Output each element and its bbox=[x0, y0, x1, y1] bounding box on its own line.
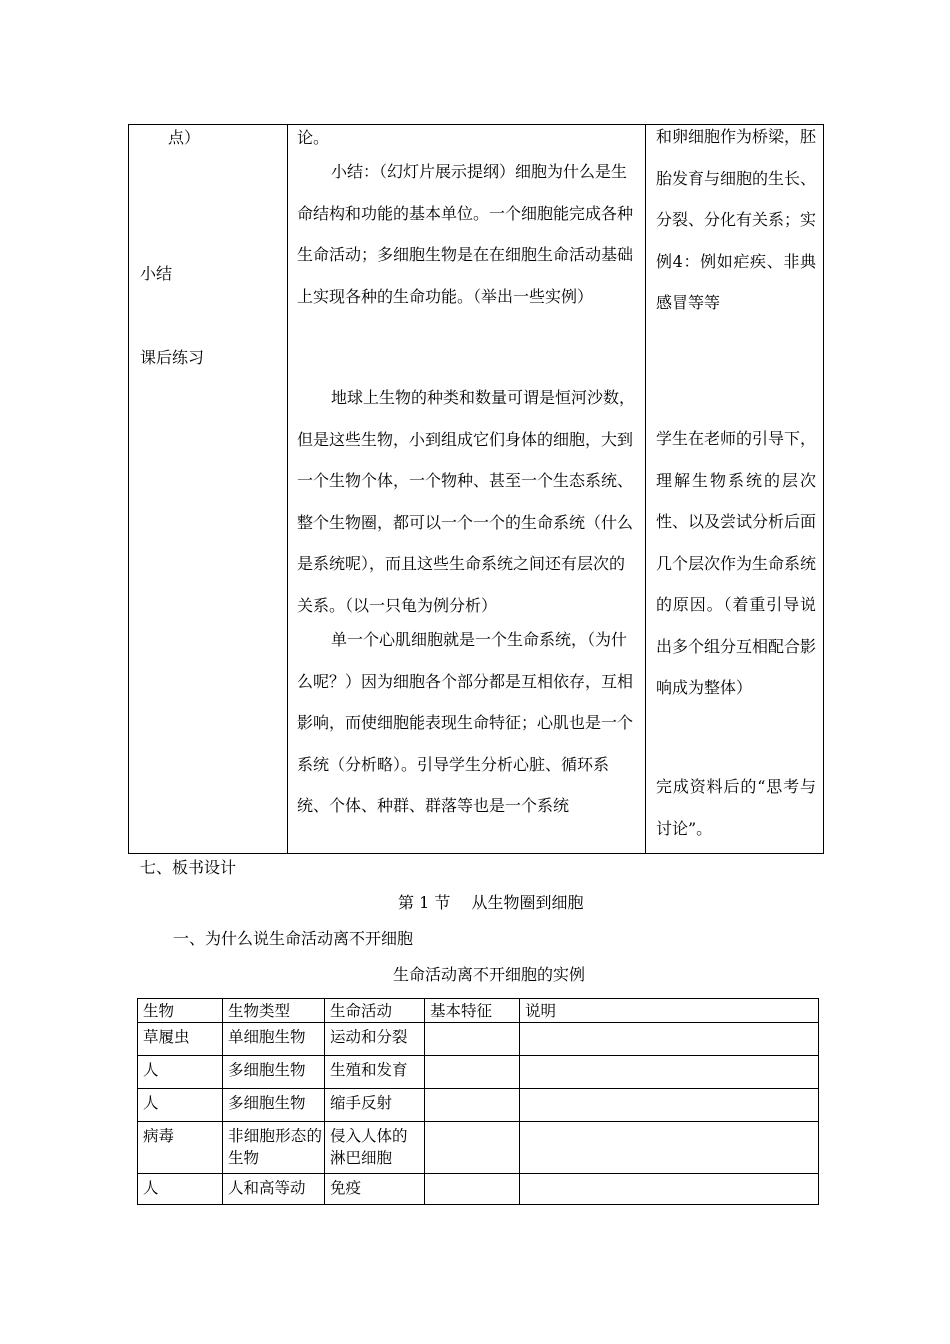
table-cell: 人 bbox=[143, 1061, 159, 1079]
table-border-bottom bbox=[128, 853, 824, 854]
table-grid-line bbox=[137, 1055, 819, 1056]
table-cell: 草履虫 bbox=[143, 1028, 190, 1046]
table-cell: 缩手反射 bbox=[330, 1094, 393, 1112]
table-grid-line bbox=[137, 998, 138, 1205]
table-grid-line bbox=[222, 998, 223, 1205]
row-label-summary: 小结 bbox=[140, 264, 173, 283]
table-cell: 病毒 bbox=[143, 1127, 175, 1145]
table-grid-line bbox=[818, 998, 819, 1205]
table-grid-line bbox=[519, 998, 520, 1205]
lesson-title: 第 1 节 从生物圈到细胞 bbox=[398, 893, 584, 912]
table-grid-line bbox=[324, 998, 325, 1205]
table-cell: 多细胞生物 bbox=[228, 1094, 306, 1112]
table-grid-line bbox=[137, 1088, 819, 1089]
student-activity-text: 和卵细胞作为桥梁，胚胎发育与细胞的生长、分裂、分化有关系；实例4：例如疟疾、非典感冒等等 bbox=[656, 127, 817, 312]
sub-heading: 一、为什么说生命活动离不开细胞 bbox=[173, 929, 414, 948]
table-cell: 非细胞形态的生物 bbox=[228, 1127, 322, 1167]
table-column-divider bbox=[645, 124, 646, 854]
table-grid-line bbox=[137, 1022, 819, 1023]
row-label-fragment: 点） bbox=[168, 128, 201, 147]
table-grid-line bbox=[424, 998, 425, 1205]
teacher-activity-text: 地球上生物的种类和数量可谓是恒河沙数，但是这些生物，小到组成它们身体的细胞，大到一个生物个体，一个物种、甚至一个生态系统、整个生物圈，都可以一个一个的生命系统（什么是系统呢），而且这些生命系统之间还有层次的关系。（以一只龟为例分析） bbox=[297, 388, 636, 615]
table-header-cell: 生命活动 bbox=[330, 1002, 393, 1020]
table-caption: 生命活动离不开细胞的实例 bbox=[393, 965, 586, 984]
table-column-divider bbox=[287, 124, 288, 854]
table-header-cell: 生物 bbox=[143, 1002, 175, 1020]
table-cell: 人和高等动 bbox=[228, 1179, 306, 1197]
table-cell: 生殖和发育 bbox=[330, 1061, 408, 1079]
teacher-activity-text: 单一个心肌细胞就是一个生命系统，（为什么呢？）因为细胞各个部分都是互相依存，互相影响，而使细胞能表现生命特征；心肌也是一个系统（分析略）。引导学生分析心脏、循环系统、个体、种群、群落等也是一个系统 bbox=[297, 630, 634, 815]
section-heading: 七、板书设计 bbox=[140, 858, 237, 877]
table-border-left bbox=[128, 124, 129, 854]
teacher-activity-text: 小结：（幻灯片展示提纲）细胞为什么是生命结构和功能的基本单位。一个细胞能完成各种生命活动；多细胞生物是在在细胞生命活动基础上实现各种的生命功能。（举出一些实例） bbox=[297, 162, 634, 306]
table-header-cell: 基本特征 bbox=[430, 1002, 493, 1020]
table-grid-line bbox=[137, 1204, 819, 1205]
row-label-exercise: 课后练习 bbox=[140, 348, 205, 367]
table-border-right bbox=[823, 124, 824, 854]
table-cell: 单细胞生物 bbox=[228, 1028, 306, 1046]
teacher-activity-text: 论。 bbox=[297, 128, 330, 147]
table-cell: 免疫 bbox=[330, 1179, 362, 1197]
table-cell: 侵入人体的淋巴细胞 bbox=[330, 1127, 408, 1167]
table-header-cell: 生物类型 bbox=[228, 1002, 291, 1020]
table-cell: 多细胞生物 bbox=[228, 1061, 306, 1079]
student-activity-text: 学生在老师的引导下，理解生物系统的层次性、以及尝试分析后面几个层次作为生命系统的原因。（着重引导说出多个组分互相配合影响成为整体） bbox=[656, 429, 817, 697]
table-grid-line bbox=[137, 1121, 819, 1122]
table-cell: 人 bbox=[143, 1179, 159, 1197]
table-cell: 运动和分裂 bbox=[330, 1028, 408, 1046]
table-grid-line bbox=[137, 998, 819, 999]
student-activity-text: 完成资料后的“思考与讨论”。 bbox=[656, 777, 816, 838]
table-header-cell: 说明 bbox=[525, 1002, 557, 1020]
table-grid-line bbox=[137, 1173, 819, 1174]
table-cell: 人 bbox=[143, 1094, 159, 1112]
